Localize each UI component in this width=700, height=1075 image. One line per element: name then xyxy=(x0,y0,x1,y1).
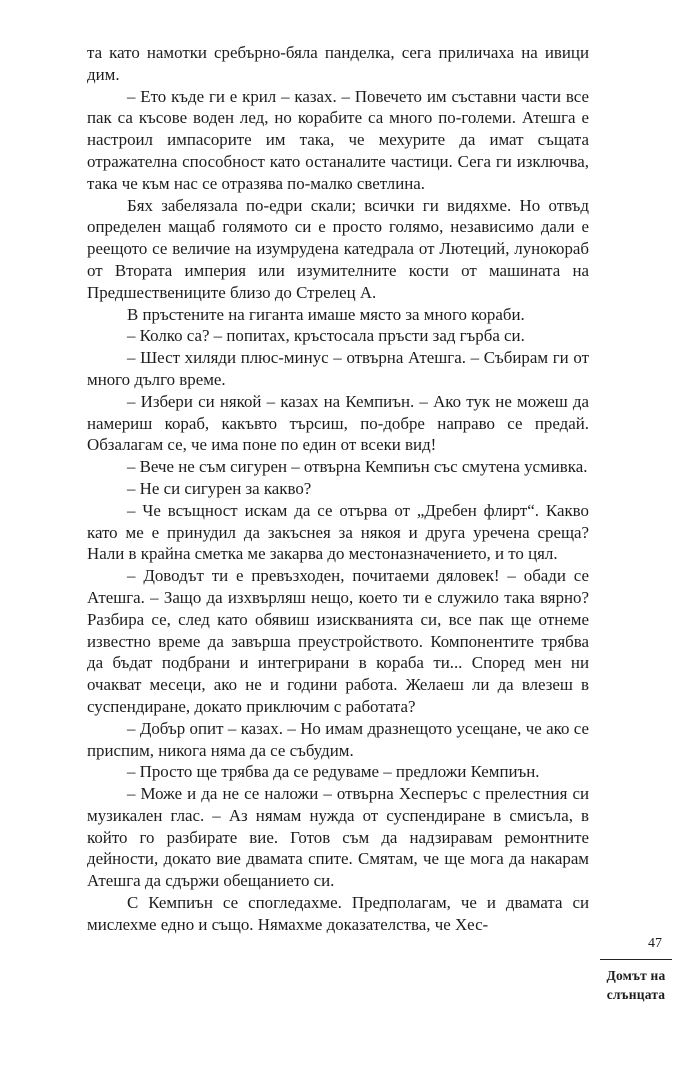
paragraph: – Ето къде ги е крил – казах. – Повечето им съставни части все пак са късове воден лед, но корабите са много по-големи. Атешга е настроил импасорите им така, че мехурите да имат същата отражателна способност като останалите частици. Сега ги изключва, така че към нас се отразява по-малко светлина. xyxy=(87,86,589,193)
page-number: 47 xyxy=(648,936,662,951)
paragraph: С Кемпиън се спогледахме. Предполагам, че и двамата си мислехме едно и също. Нямахме доказателства, че Хес- xyxy=(87,893,589,934)
paragraph: – Добър опит – казах. – Но имам дразнещото усещане, че ако се приспим, никога няма да се събудим. xyxy=(87,718,589,760)
paragraph: В пръстените на гиганта имаше място за много кораби. xyxy=(127,304,525,324)
paragraph: – Доводът ти е превъзходен, почитаеми дяловек! – обади се Атешга. – Защо да изхвърляш нещо, което ти е служило така вярно? Разбира се, след като обявиш изискванията си, все пак ще отнеме известно време да завърша преустройството. Компонентите трябва да бъдат подбрани и интегрирани в кораба ти... Според мен ни очакват месеци, ако не и години работа. Желаеш ли да влезеш в суспендиране, докато приключим с работата? xyxy=(87,566,589,716)
paragraph: – Колко са? – попитах, кръстосала пръсти зад гърба си. xyxy=(127,326,525,346)
paragraph: – Просто ще трябва да се редуваме – предложи Кемпиън. xyxy=(127,762,540,782)
paragraph: Бях забелязала по-едри скали; всички ги видяхме. Но отвъд определен мащаб голямото си е просто голямо, независимо дали е реещото се величие на изумрудена катедрала от Лютеций, лунокораб от Втората империя или изумителните кости от машината на Предшествениците близо до Стрелец А. xyxy=(87,195,589,302)
paragraph: – Вече не съм сигурен – отвърна Кемпиън със смутена усмивка. xyxy=(127,457,588,477)
paragraph: – Може и да не се наложи – отвърна Хесперъс с прелестния си музикален глас. – Аз нямам нужда от суспендиране в смисъла, в който го разбирате вие. Готов съм да надзиравам ремонтните дейности, докато вие двамата спите. Смятам, че ще мога да накарам Атешга да сдържи обещанието си. xyxy=(87,784,589,891)
paragraph: – Избери си някой – казах на Кемпиън. – Ако тук не можеш да намериш кораб, какъвто търсиш, по-добре направо се предай. Обзалагам се, че има поне по един от всеки вид! xyxy=(87,391,589,455)
margin-divider xyxy=(600,959,672,960)
paragraph: та като намотки сребърно-бяла панделка, сега приличаха на ивици дим. xyxy=(87,43,589,84)
paragraph: – Че всъщност искам да се отърва от „Дребен флирт“. Какво като ме е принудил да закъснея за някоя и друга уречена среща? Нали в крайна сметка ме закарва до местоназначението, и то цял. xyxy=(87,500,589,564)
paragraph: – Не си сигурен за какво? xyxy=(127,478,312,498)
paragraph: – Шест хиляди плюс-минус – отвърна Атешга. – Събирам ги от много дълго време. xyxy=(87,348,589,389)
page-margin-note xyxy=(600,935,672,1004)
book-title: Домът на слънцата xyxy=(606,968,666,1002)
body-text xyxy=(87,42,589,936)
